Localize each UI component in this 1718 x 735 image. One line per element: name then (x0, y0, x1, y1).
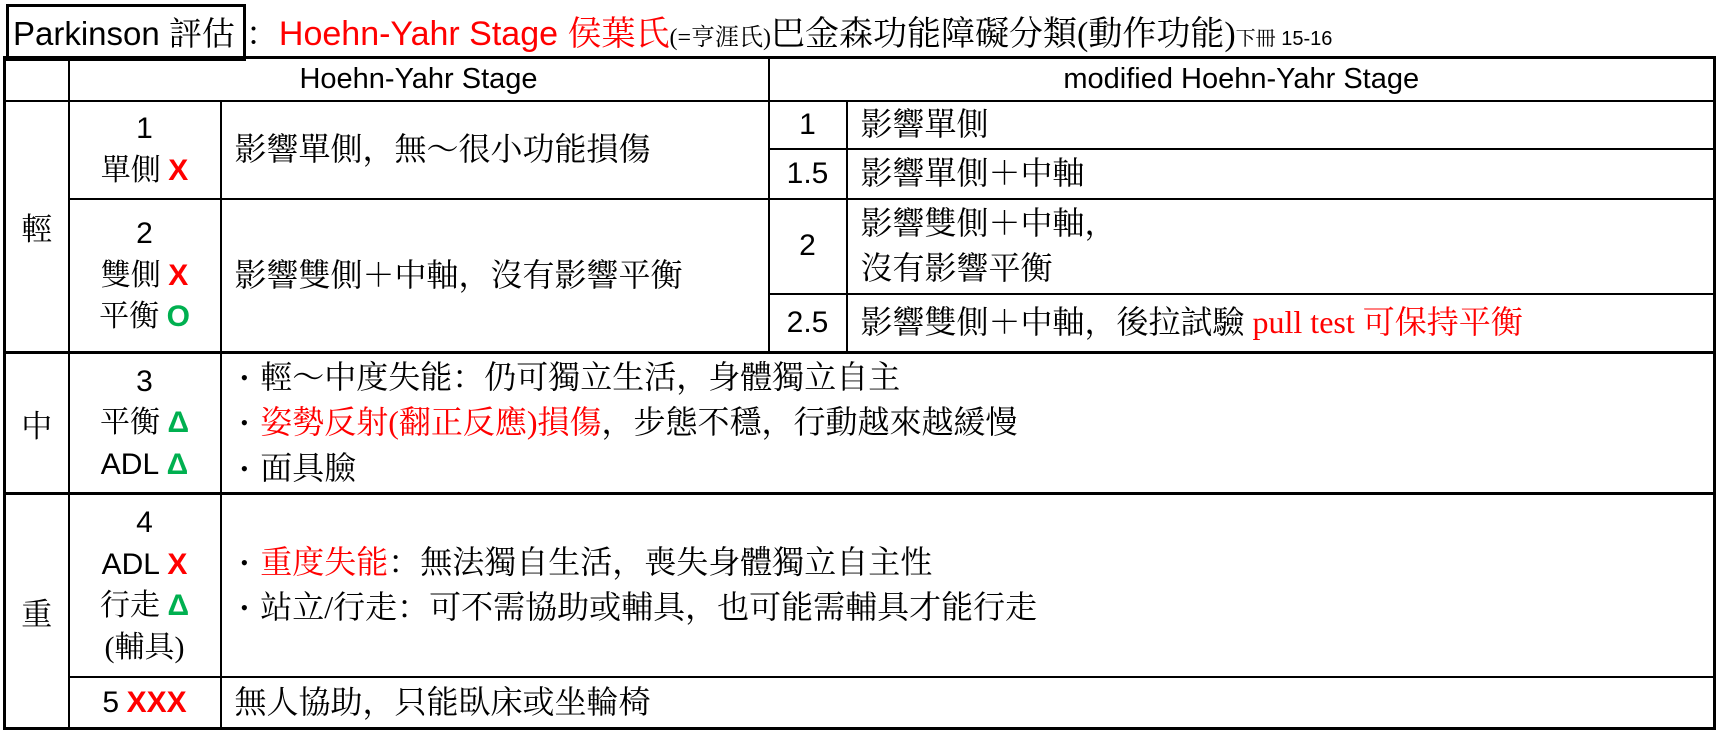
stage-2-x-mark: X (168, 258, 189, 292)
stage-4-line2-text: 站立/行走：可不需協助或輔具，也可能需輔具才能行走 (260, 589, 1038, 626)
stage-3-delta-mark-1: Δ (167, 406, 190, 440)
stage-4-marks-1 (70, 544, 220, 585)
stage-3-delta-mark-2: Δ (166, 447, 189, 481)
stage-3-label-1: 平衡 (99, 406, 160, 440)
modified-2-desc (847, 199, 1715, 294)
severity-moderate: 中 (5, 353, 69, 494)
stage-1-x-mark: X (168, 153, 189, 187)
bullet-icon: • (240, 410, 249, 436)
title-boxed-label: Parkinson 評估 (6, 4, 246, 61)
title-alias-note: (=亨涯氏) (669, 25, 772, 51)
stage-1-label: 單側 (100, 153, 161, 187)
modified-1-5-number: 1.5 (769, 149, 847, 199)
stage-3-marks-1 (70, 402, 220, 443)
title-main-segment: 巴金森功能障礙分類(動作功能) (771, 16, 1236, 53)
severity-severe: 重 (5, 494, 69, 729)
row-stage2-modified2 (5, 199, 1715, 294)
stage-4-aid-note: (輔具) (104, 630, 185, 664)
cell-desc-stage-1: 影響單側，無～很小功能損傷 (221, 101, 769, 199)
severity-mild: 輕 (5, 101, 69, 353)
staging-table (3, 56, 1716, 730)
stage-4-desc-line2 (235, 585, 1714, 630)
cell-stage-2 (69, 199, 221, 353)
corner-cell (5, 58, 69, 101)
cell-desc-stage-5: 無人協助，只能臥床或坐輪椅 (221, 677, 1715, 729)
stage-2-number: 2 (136, 217, 153, 251)
stage-2-marks-1 (70, 255, 220, 296)
modified-1-desc: 影響單側 (847, 101, 1715, 149)
stage-3-number: 3 (136, 364, 153, 398)
stage-4-line1-red: 重度失能 (260, 543, 389, 580)
bullet-icon: • (240, 455, 249, 481)
stage-2-label-2: 平衡 (99, 299, 160, 333)
stage-5-number: 5 (102, 685, 120, 719)
title-page-ref: 下冊 15-16 (1235, 28, 1333, 50)
title-red-segment: Hoehn-Yahr Stage 侯葉氏 (278, 15, 670, 53)
stage-3-line1-text: 輕～中度失能：仍可獨立生活，身體獨立自主 (260, 358, 901, 395)
stage-2-o-mark: O (166, 299, 190, 333)
row-stage4 (5, 494, 1715, 677)
stage-3-desc-line2 (235, 400, 1714, 445)
header-hoehn-yahr: Hoehn-Yahr Stage (69, 58, 769, 101)
modified-1-5-desc: 影響單側＋中軸 (847, 149, 1715, 199)
row-stage5 (5, 677, 1715, 729)
stage-4-x-mark: X (167, 547, 188, 581)
stage-2-marks-2 (70, 296, 220, 337)
bullet-icon: • (240, 595, 249, 621)
row-stage1-modified1 (5, 101, 1715, 149)
title-colon: ： (245, 17, 279, 53)
stage-3-marks-2 (70, 444, 220, 485)
modified-1-number: 1 (769, 101, 847, 149)
modified-2-desc-line1: 影響雙側＋中軸， (860, 204, 1117, 241)
cell-desc-stage-2: 影響雙側＋中軸，沒有影響平衡 (221, 199, 769, 353)
stage-4-line1-black: ：無法獨自生活，喪失身體獨立自主性 (388, 543, 933, 580)
row-stage3 (5, 353, 1715, 494)
stage-3-line2-red: 姿勢反射(翻正反應)損傷 (260, 404, 602, 441)
modified-2-5-number: 2.5 (769, 294, 847, 353)
cell-stage-3 (69, 353, 221, 494)
stage-4-label-1: ADL (101, 547, 160, 581)
stage-2-label-1: 雙側 (100, 258, 161, 292)
modified-2-desc-line2: 沒有影響平衡 (860, 250, 1053, 286)
modified-2-5-desc-red: pull test 可保持平衡 (1252, 304, 1523, 341)
modified-2-number: 2 (769, 199, 847, 294)
stage-4-desc-line1 (235, 540, 1714, 585)
cell-desc-stage-4 (221, 494, 1715, 677)
bullet-icon: • (240, 364, 249, 390)
table-header-row (5, 58, 1715, 101)
header-modified-hoehn-yahr: modified Hoehn-Yahr Stage (769, 58, 1715, 101)
modified-2-5-desc (847, 294, 1715, 353)
stage-4-marks-2 (70, 585, 220, 626)
stage-3-line3-text: 面具臉 (260, 449, 357, 486)
stage-4-number: 4 (136, 506, 153, 540)
cell-stage-1 (69, 101, 221, 199)
stage-1-number: 1 (136, 112, 153, 146)
bullet-icon: • (240, 549, 249, 575)
stage-4-label-2: 行走 (99, 589, 160, 623)
stage-4-delta-mark: Δ (167, 589, 190, 623)
stage-3-desc-line1 (235, 355, 1714, 400)
cell-desc-stage-3 (221, 353, 1715, 494)
stage-5-xxx-mark: XXX (126, 685, 187, 719)
cell-stage-4 (69, 494, 221, 677)
stage-3-desc-line3 (235, 446, 1714, 491)
page-title (0, 0, 1718, 56)
cell-stage-5 (69, 677, 221, 729)
stage-3-label-2: ADL (100, 447, 160, 481)
stage-1-marks (70, 150, 220, 191)
stage-3-line2-black: ，步態不穩，行動越來越緩慢 (601, 404, 1018, 441)
modified-2-5-desc-black: 影響雙側＋中軸，後拉試驗 (860, 304, 1253, 341)
